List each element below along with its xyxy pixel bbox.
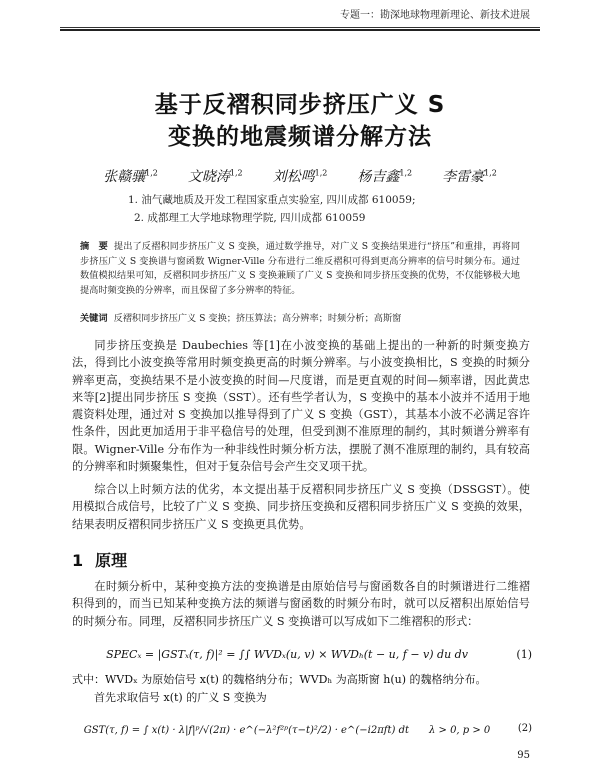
author-list [60,166,540,186]
header-rule-thick [60,29,540,31]
author: 文晓涛$^{1,2}$ [187,168,243,185]
abstract [80,240,520,298]
section-heading [72,548,127,571]
equation-2-body: GST(τ, f) = ∫ x(t) · λ|f|ᵖ/√(2π) · e^(−λ²f²ᵖ(τ−t)²/2) · e^(−i2πft) dt λ > 0, p > 0 [83,724,491,736]
section-paragraph-2: 首先求取信号 x(t) 的广义 S 变换为 [94,691,267,704]
page-number: 95 [517,750,530,761]
intro-paragraph-1: 同步挤压变换是 Daubechies 等[1]在小波变换的基础上提出的一种新的时频变换方法，得到比小波变换等常用时频变换更高的时频分辨率。与小波变换相比，S 变换的时频分辨率更高，变换结果不是小波变换的时间—尺度谱，而是更直观的时间—频率谱，因此黄忠来等[2]提出同步挤压 S 变换（SST）。还有些学者认为，S 变换中的基本小波并不适用于地震资料处理，通过对 S 变换加以推导得到了广义 S 变换（GST），其基本小波不必满足容许性条件，因此更加适用于非平稳信号的处理，但受到测不准原理的制约，其时频谱分辨率有限。Wigner-Ville 分布作为一种非线性时频分析方法，摆脱了测不准原理的制约，具有较高的分辨率和时频聚集性，但对于复杂信号会产生交叉项干扰。 [72,339,530,474]
affiliation-1: 1. 油气藏地质及开发工程国家重点实验室, 四川成都 610059; [128,194,416,206]
keywords-label: 关键词 [80,313,108,324]
abstract-label: 摘 要 [80,241,108,252]
abstract-text: 提出了反褶积同步挤压广义 S 变换，通过数学推导，对广义 S 变换结果进行“挤压”和重排，再将同步挤压广义 S 变换谱与窗函数 Wigner-Ville 分布进行二维反褶积可得到更高分辨率的信号时频分布。通过数值模拟结果可知，反褶积同步挤压广义 S 变换兼顾了广义 S 变换和同步挤压变换的优势，不仅能够极大地提高时频变换的分辨率，而且保留了多分辨率的特征。 [80,241,521,296]
equation-1-number: (1) [516,647,532,661]
affiliation-2: 2. 成都理工大学地球物理学院, 四川成都 610059 [134,212,366,224]
running-header: 专题一：勘深地球物理新理论、新技术进展 [340,10,530,21]
section-paragraph-1: 在时频分析中，某种变换方法的变换谱是由原始信号与窗函数各自的时频谱进行二维褶积得到的，而当已知某种变换方法的频谱与窗函数的时频分布时，就可以反褶积出原始信号的时频分布。同理，反褶积同步挤压广义 S 变换谱可以写成如下二维褶积的形式： [72,580,530,628]
header-rule-thin [60,27,540,28]
paper-title-line-1: 基于反褶积同步挤压广义 S [154,92,446,118]
equation-2 [72,712,532,744]
section-title: 原理 [95,551,128,570]
equation-1 [72,641,532,667]
section-number: 1 [72,551,84,570]
author: 李雷豪$^{1,2}$ [442,168,497,185]
equation-1-body: SPECₓ = |GSTₓ(τ, f)|² = ∫∫ WVDₓ(u, v) × WVDₕ(t − u, f − v) du dv [106,647,468,661]
author: 杨吉鑫$^{1,2}$ [357,168,413,185]
equation-2-number: (2) [517,722,532,734]
paper-title-line-2: 变换的地震频谱分解方法 [168,124,432,150]
intro-paragraph-2: 综合以上时频方法的优劣，本文提出基于反褶积同步挤压广义 S 变换（DSSGST）。使用模拟合成信号，比较了广义 S 变换、同步挤压变换和反褶积同步挤压广义 S 变换的效果，结果表明反褶积同步挤压广义 S 变换更具优势。 [72,483,530,531]
keywords-text: 反褶积同步挤压广义 S 变换；挤压算法；高分辨率；时频分析；高斯窗 [113,313,402,324]
author: 张赣骧$^{1,2}$ [103,168,158,185]
keywords [80,312,520,327]
equation-1-note: 式中：WVDₓ 为原始信号 x(t) 的魏格纳分布；WVDₕ 为高斯窗 h(u) 的魏格纳分布。 [72,673,487,686]
author: 刘松鸣$^{1,2}$ [272,168,328,185]
